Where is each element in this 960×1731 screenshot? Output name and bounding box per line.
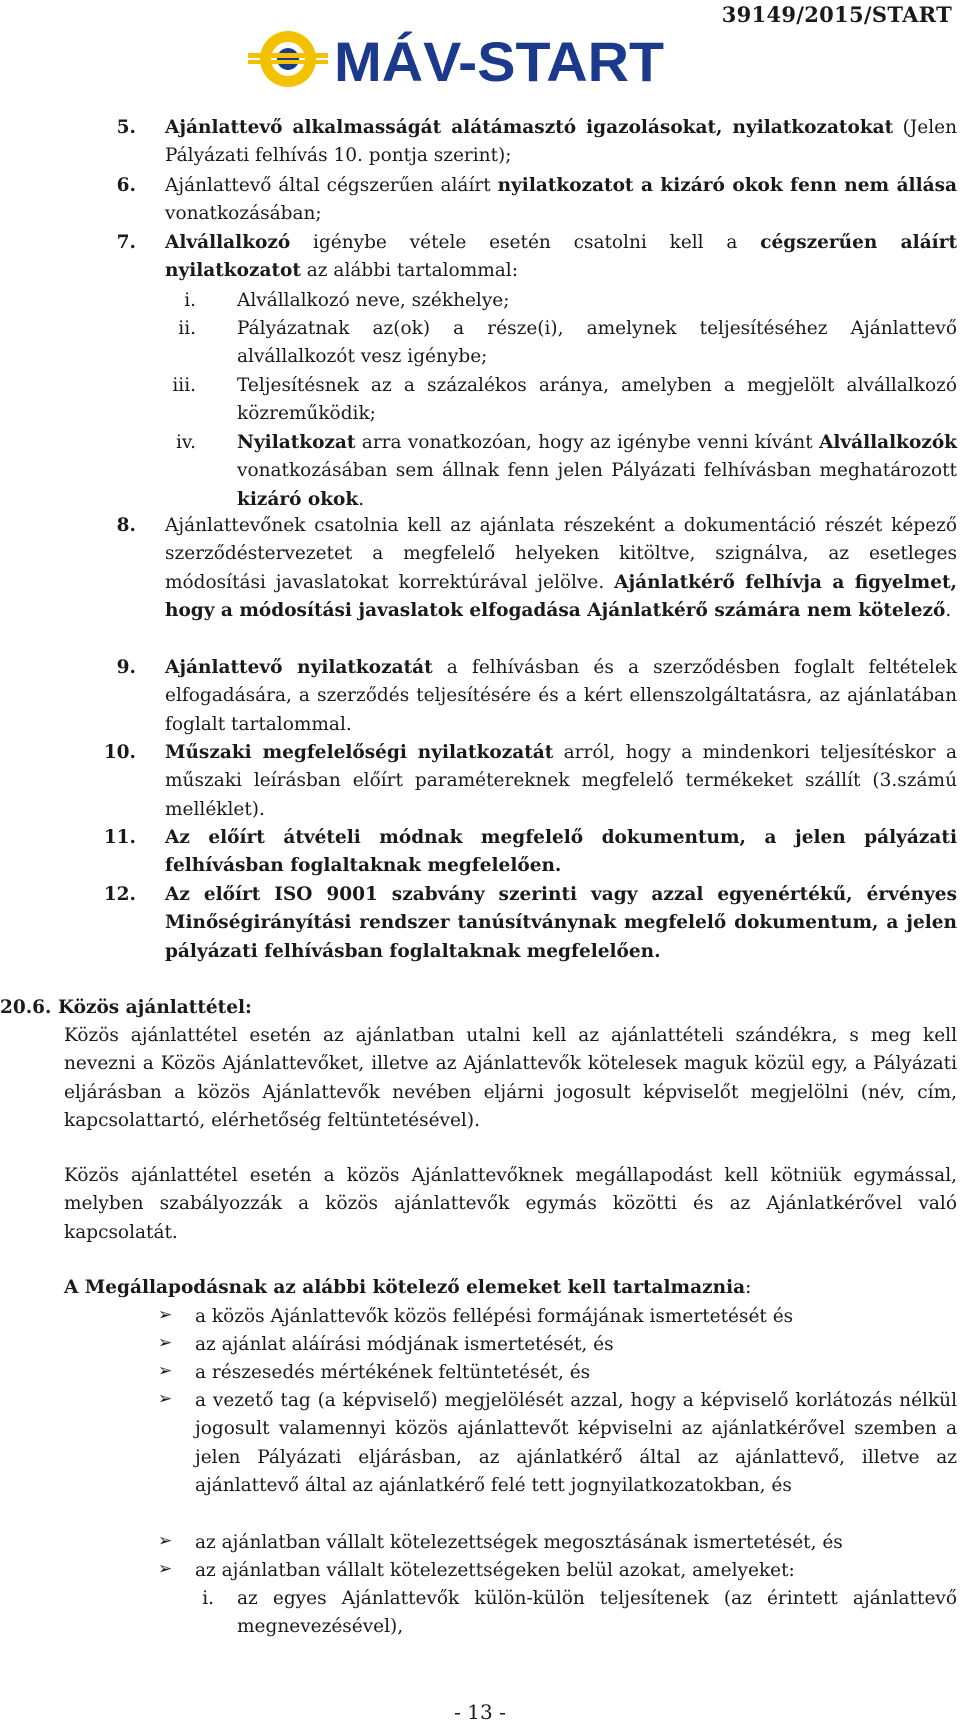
- arrow-bullet-icon: ➢: [158, 1531, 173, 1551]
- sub-item-number: iv.: [175, 432, 196, 453]
- text: Alvállalkozó neve, székhelye;: [237, 290, 510, 311]
- bullet-item: az ajánlatban vállalt kötelezettségek megosztásának ismertetését, és: [195, 1532, 843, 1553]
- paragraph: Közös ajánlattétel esetén a közös Ajánlattevőknek megállapodást kell kötniük egymással, melyben szabályozzák a közös ajánlattevők egymás közötti és az Ajánlatkérővel való kapcsolatát.: [64, 1165, 957, 1243]
- sub-item: [237, 372, 957, 429]
- bold-text: Ajánlattevő nyilatkozatát: [165, 657, 433, 678]
- numbered-item-number: 10.: [103, 742, 136, 763]
- bold-text: Műszaki megfelelőségi nyilatkozatát: [165, 742, 554, 763]
- bold-text: Alvállalkozó: [165, 232, 291, 253]
- text: (Jelen Pályázati felhívás 10. pontja szerint);: [165, 117, 957, 167]
- bold-text: Ajánlatkérő felhívja a figyelmet, hogy a módosítási javaslatok elfogadása Ajánlatkérő számára nem kötelező: [165, 571, 957, 621]
- text: az alábbi tartalommal:: [300, 260, 518, 282]
- list-intro-bold: A Megállapodásnak az alábbi kötelező elemeket kell tartalmaznia: [64, 1277, 746, 1298]
- arrow-bullet-icon: ➢: [158, 1559, 173, 1579]
- text: Ajánlattevő által cégszerűen aláírt: [165, 175, 498, 196]
- text: vonatkozásában sem állnak fenn jelen Pályázati felhívásban meghatározott: [237, 460, 957, 482]
- text: arra vonatkozóan, hogy az igénybe venni kívánt: [355, 432, 819, 453]
- section-heading: 20.6. Közös ajánlattétel:: [0, 997, 252, 1018]
- sub-item: [237, 429, 957, 514]
- numbered-item: [165, 114, 957, 171]
- numbered-item-number: 5.: [116, 117, 136, 138]
- list-intro-tail: :: [745, 1277, 752, 1298]
- text: Teljesítésnek az a százalékos aránya, amelyben a megjelölt alvállalkozó közreműködik;: [237, 375, 957, 425]
- text: Ajánlattevőnek csatolnia kell az ajánlata részeként a dokumentáció részét képező szerződéstervezetet a megfelelő helyeken kitöltve, szignálva, az esetleges módosítási javaslatokat korrektúrával jelölve.: [165, 515, 957, 593]
- logo-text: MÁV-START: [334, 30, 664, 91]
- arrow-bullet-icon: ➢: [158, 1333, 173, 1353]
- sub-item: az egyes Ajánlattevők külön-külön teljesítenek (az érintett ajánlattevő megnevezésével),: [237, 1588, 957, 1638]
- numbered-item: [165, 229, 957, 286]
- arrow-bullet-icon: ➢: [158, 1361, 173, 1381]
- bullet-item: a részesedés mértékének feltüntetését, és: [195, 1362, 591, 1383]
- bullet-item: az ajánlatban vállalt kötelezettségeken belül azokat, amelyeket:: [195, 1560, 795, 1581]
- text: .: [945, 599, 952, 621]
- sub-item-number: iii.: [172, 375, 196, 396]
- bold-text: cégszerűen aláírt nyilatkozatot: [165, 232, 957, 282]
- numbered-item: [165, 654, 957, 739]
- text: a felhívásban és a szerződésben foglalt feltételek elfogadására, a szerződés teljesítésére és a kért ellenszolgáltatásra, az ajánlatában foglalt tartalommal.: [165, 657, 957, 735]
- page-number: - 13 -: [454, 1700, 506, 1724]
- sub-item-number: ii.: [178, 318, 196, 339]
- numbered-item: [165, 824, 957, 881]
- numbered-item: [165, 512, 957, 625]
- bold-text: kizáró okok: [237, 488, 359, 510]
- bold-text: Alvállalkozók: [818, 432, 957, 453]
- bullet-item: a közös Ajánlattevők közös fellépési formájának ismertetését és: [195, 1306, 794, 1327]
- numbered-item: [165, 172, 957, 229]
- list-intro: [64, 1274, 957, 1302]
- numbered-item-number: 7.: [116, 232, 136, 253]
- numbered-item-number: 9.: [116, 657, 136, 678]
- text: igénybe vétele esetén csatolni kell a: [290, 232, 761, 253]
- text: arról, hogy a mindenkori teljesítéskor a műszaki leírásban előírt paramétereknek megfelelő termékeket szállít (3.számú melléklet).: [165, 742, 957, 820]
- arrow-bullet-icon: ➢: [158, 1305, 173, 1325]
- numbered-item-number: 12.: [103, 884, 136, 905]
- numbered-item: [165, 881, 957, 966]
- bold-text: Az előírt ISO 9001 szabvány szerinti vagy azzal egyenértékű, érvényes Minőségirányítási rendszer tanúsítványnak megfelelő dokumentum, a jelen pályázati felhívásban foglaltaknak megfelelően.: [165, 884, 957, 962]
- numbered-item: [165, 739, 957, 824]
- bullet-item: az ajánlat aláírási módjának ismertetését, és: [195, 1334, 614, 1355]
- bold-text: nyilatkozatot a kizáró okok fenn nem állása: [497, 175, 957, 196]
- sub-item-number: i.: [184, 290, 196, 311]
- sub-item: [237, 287, 957, 315]
- sub-item: [237, 315, 957, 372]
- arrow-bullet-icon: ➢: [158, 1389, 173, 1409]
- numbered-item-number: 11.: [103, 827, 136, 848]
- sub-item-number: i.: [202, 1588, 214, 1609]
- logo-emblem: [248, 31, 328, 87]
- text: Pályázatnak az(ok) a része(i), amelynek teljesítéséhez Ajánlattevő alvállalkozót vesz igénybe;: [237, 318, 957, 368]
- numbered-item-number: 8.: [116, 515, 136, 536]
- numbered-item-number: 6.: [116, 175, 136, 196]
- bold-text: Nyilatkozat: [237, 432, 356, 453]
- document-reference: 39149/2015/START: [721, 2, 952, 27]
- paragraph: Közös ajánlattétel esetén az ajánlatban utalni kell az ajánlattételi szándékra, s meg kell nevezni a Közös Ajánlattevőket, illetve az Ajánlattevők kötelesek maguk közül egy, a Pályázati eljárásban a közös Ajánlattevők nevében eljárni jogosult képviselőt megjelölni (név, cím, kapcsolattartó, elérhetőség feltüntetésével).: [64, 1025, 957, 1131]
- text: vonatkozásában;: [165, 203, 322, 225]
- bold-text: Az előírt átvételi módnak megfelelő dokumentum, a jelen pályázati felhívásban foglaltaknak megfelelően.: [165, 827, 957, 877]
- bold-text: Ajánlattevő alkalmasságát alátámasztó igazolásokat, nyilatkozatokat: [165, 117, 894, 138]
- mav-start-logo: [248, 27, 668, 91]
- bullet-item: a vezető tag (a képviselő) megjelölését azzal, hogy a képviselő korlátozás nélkül jogosult valamennyi közös ajánlattevőt képviselni az ajánlatkérővel szemben a jelen Pályázati eljárásban, az ajánlatkérő által az ajánlattevő, illetve az ajánlattevő által az ajánlatkérő felé tett jognyilatkozatokban, és: [195, 1390, 957, 1496]
- text: .: [358, 488, 365, 510]
